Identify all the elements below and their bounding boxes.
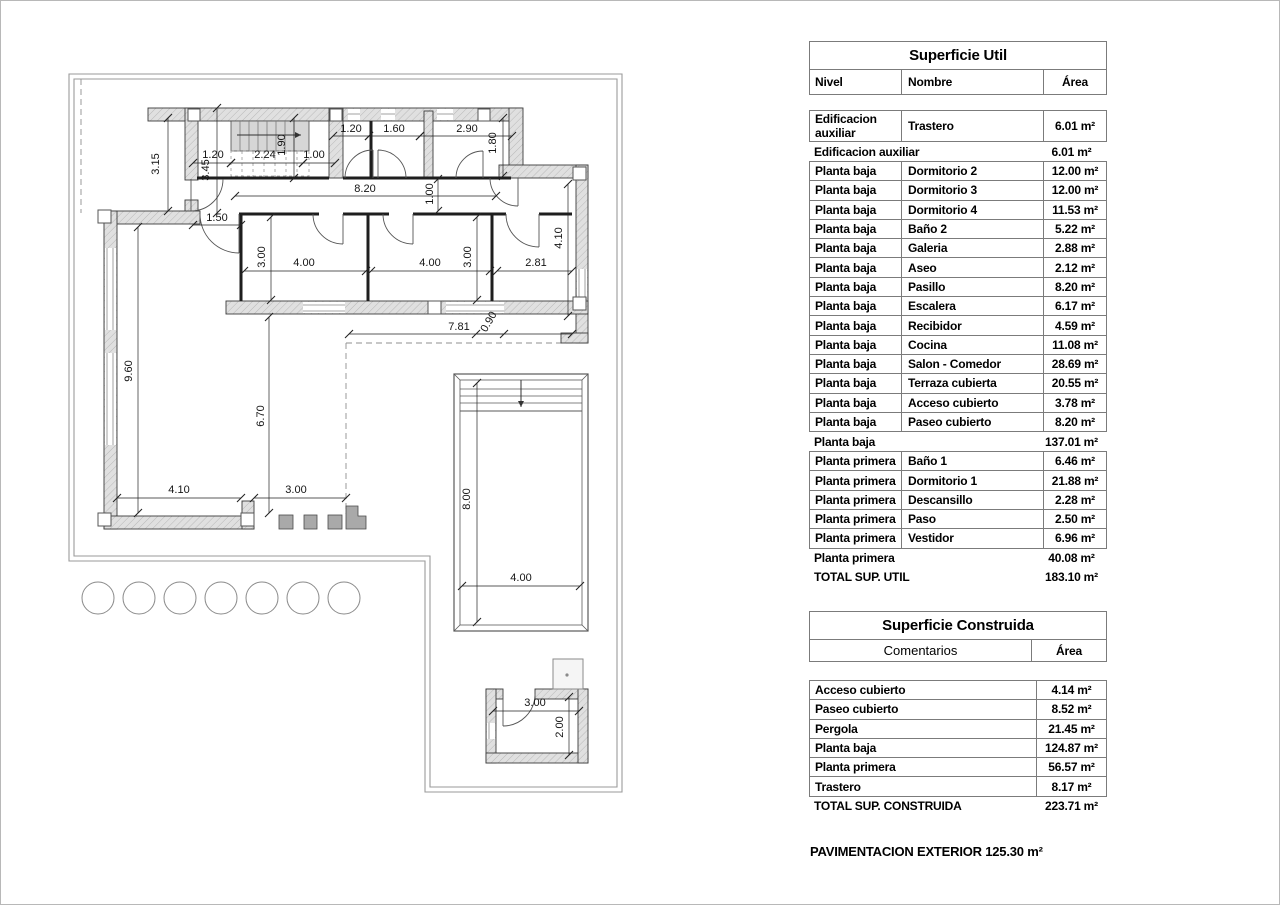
util-table-header (809, 41, 1107, 95)
cell-nivel: Planta baja (815, 241, 877, 256)
cell-area: 4.14 m² (1036, 681, 1106, 699)
cell-nivel: Planta baja (815, 222, 877, 237)
svg-text:2.81: 2.81 (525, 257, 547, 269)
dimension (462, 213, 481, 304)
dimension (554, 693, 573, 759)
subtotal-label: Edificacion auxiliar (814, 144, 920, 159)
subtotal-area: 137.01 m² (1045, 434, 1098, 449)
table-row (810, 180, 1106, 199)
svg-text:4.10: 4.10 (168, 484, 190, 496)
superficie-util-table (809, 41, 1107, 587)
cell-area: 6.96 m² (1043, 529, 1106, 547)
svg-text:0.90: 0.90 (478, 309, 500, 335)
dimension (424, 175, 442, 215)
cell-nivel: Planta baja (815, 202, 877, 217)
dimension (367, 257, 494, 275)
svg-text:8.00: 8.00 (461, 488, 473, 510)
cell-area: 5.22 m² (1043, 220, 1106, 238)
table-row (810, 296, 1106, 315)
table-row (810, 757, 1106, 776)
subtotal-label: TOTAL SUP. UTIL (814, 570, 910, 585)
cell-nombre: Recibidor (901, 316, 1043, 334)
svg-text:1.00: 1.00 (303, 149, 325, 161)
subtotal-row (809, 432, 1107, 451)
dimension (365, 123, 424, 140)
svg-text:3.00: 3.00 (462, 246, 474, 268)
cell-comentario: Trastero (815, 779, 861, 794)
cell-nivel: Planta baja (815, 395, 877, 410)
cell-nivel: Planta baja (815, 357, 877, 372)
cell-area: 12.00 m² (1043, 162, 1106, 180)
svg-text:2.90: 2.90 (456, 123, 478, 135)
subtotal-row (809, 549, 1107, 568)
svg-text:3.00: 3.00 (256, 246, 268, 268)
cell-nombre: Cocina (901, 336, 1043, 354)
cell-nombre: Baño 1 (901, 452, 1043, 470)
cell-nombre: Dormitorio 4 (901, 201, 1043, 219)
cell-area: 11.08 m² (1043, 336, 1106, 354)
svg-text:1.80: 1.80 (487, 132, 499, 154)
dimension (256, 213, 275, 304)
table-row (810, 277, 1106, 296)
svg-text:1.50: 1.50 (206, 212, 228, 224)
cell-nivel: Planta primera (815, 492, 896, 507)
cell-nivel: Planta baja (815, 337, 877, 352)
cell-nivel: Planta baja (815, 279, 877, 294)
cell-area: 3.78 m² (1043, 394, 1106, 412)
cell-nombre: Aseo (901, 258, 1043, 276)
svg-text:9.60: 9.60 (123, 360, 135, 382)
column-header-area: Área (1043, 70, 1106, 94)
cell-nombre: Vestidor (901, 529, 1043, 547)
table-row (810, 257, 1106, 276)
cell-comentario: Acceso cubierto (815, 683, 906, 698)
svg-text:1.00: 1.00 (424, 183, 436, 205)
cell-nombre: Acceso cubierto (901, 394, 1043, 412)
svg-text:3.00: 3.00 (524, 697, 546, 709)
cell-comentario: Pergola (815, 721, 858, 736)
table-row (810, 219, 1106, 238)
svg-text:6.70: 6.70 (255, 405, 267, 427)
cell-nombre: Dormitorio 2 (901, 162, 1043, 180)
table-row (810, 528, 1106, 547)
cell-area: 21.45 m² (1036, 720, 1106, 738)
table-row (810, 315, 1106, 334)
total-area: 223.71 m² (1045, 799, 1098, 814)
table-row-group (809, 161, 1107, 432)
cell-nombre: Escalera (901, 297, 1043, 315)
svg-text:4.00: 4.00 (419, 257, 441, 269)
total-row (809, 568, 1107, 587)
pavimentacion-note: PAVIMENTACION EXTERIOR 125.30 m² (810, 844, 1043, 859)
cell-nivel: Planta primera (815, 531, 896, 546)
column-header-comentarios: Comentarios (883, 643, 958, 658)
cell-area: 8.20 m² (1043, 413, 1106, 431)
table-row (810, 776, 1106, 795)
cell-nivel: Planta baja (815, 415, 877, 429)
cell-area: 20.55 m² (1043, 374, 1106, 392)
superficie-construida-table (809, 611, 1107, 816)
cell-nombre: Descansillo (901, 491, 1043, 509)
column-header-nivel: Nivel (815, 75, 843, 89)
subtotal-area: 40.08 m² (1048, 551, 1095, 566)
table-row (810, 681, 1106, 699)
svg-text:2.00: 2.00 (554, 716, 566, 738)
table-row (810, 490, 1106, 509)
subtotal-area: 183.10 m² (1045, 570, 1098, 585)
cell-nombre: Paso (901, 510, 1043, 528)
svg-text:1.60: 1.60 (383, 123, 405, 135)
cell-nivel: Planta baja (815, 164, 877, 179)
total-row (809, 797, 1107, 816)
svg-text:1.20: 1.20 (340, 123, 362, 135)
svg-text:4.10: 4.10 (553, 227, 565, 249)
svg-text:4.00: 4.00 (510, 572, 532, 584)
dimension (345, 321, 576, 338)
dimension (113, 484, 245, 502)
pergola-posts (279, 506, 366, 529)
svg-text:4.00: 4.00 (293, 257, 315, 269)
cell-comentario: Paseo cubierto (815, 702, 899, 717)
cell-nombre: Pasillo (901, 278, 1043, 296)
svg-text:8.20: 8.20 (354, 183, 376, 195)
cell-nombre: Terraza cubierta (901, 374, 1043, 392)
subtotal-label: Planta primera (814, 551, 895, 566)
total-label: TOTAL SUP. CONSTRUIDA (814, 799, 962, 814)
table-row (810, 111, 1106, 141)
cell-comentario: Planta primera (815, 760, 896, 775)
cell-area: 2.12 m² (1043, 258, 1106, 276)
cell-area: 4.59 m² (1043, 316, 1106, 334)
table-row (810, 162, 1106, 180)
cell-nombre: Dormitorio 3 (901, 181, 1043, 199)
cell-nivel: Planta baja (815, 318, 877, 333)
cell-area: 11.53 m² (1043, 201, 1106, 219)
cell-area: 8.17 m² (1036, 777, 1106, 795)
table-row (810, 373, 1106, 392)
cell-nombre: Paseo cubierto (901, 413, 1043, 431)
cell-nivel: Planta baja (815, 376, 877, 391)
cell-area: 8.20 m² (1043, 278, 1106, 296)
cell-area: 28.69 m² (1043, 355, 1106, 373)
cell-nombre: Salon - Comedor (901, 355, 1043, 373)
dimension (123, 223, 142, 517)
table-row-group (809, 110, 1107, 142)
svg-text:3.45: 3.45 (200, 159, 212, 181)
table-row (810, 200, 1106, 219)
column-header-nombre: Nombre (901, 70, 1043, 94)
subtotal-label: Planta baja (814, 434, 876, 449)
table-row (810, 719, 1106, 738)
cell-area: 2.88 m² (1043, 239, 1106, 257)
cell-area: 2.28 m² (1043, 491, 1106, 509)
table-row (810, 509, 1106, 528)
cell-area: 8.52 m² (1036, 700, 1106, 718)
dimension (255, 313, 273, 517)
table-row (810, 238, 1106, 257)
subtotal-row (809, 142, 1107, 161)
cell-nivel: Planta baja (815, 183, 877, 198)
table-row-group (809, 680, 1107, 797)
table-row (810, 699, 1106, 718)
dimension (250, 484, 350, 502)
svg-text:3.15: 3.15 (150, 153, 162, 175)
cell-area: 6.01 m² (1043, 111, 1106, 141)
cell-area: 6.46 m² (1043, 452, 1106, 470)
construida-table-title: Superficie Construida (882, 617, 1034, 634)
svg-text:2.24: 2.24 (254, 149, 276, 161)
table-row (810, 412, 1106, 431)
cell-area: 21.88 m² (1043, 471, 1106, 489)
cell-comentario: Planta baja (815, 741, 877, 756)
subtotal-area: 6.01 m² (1051, 144, 1092, 159)
cell-nivel: Planta baja (815, 260, 877, 275)
cell-area: 12.00 m² (1043, 181, 1106, 199)
table-row (810, 393, 1106, 412)
table-row (810, 470, 1106, 489)
floor-plan (1, 1, 761, 906)
table-row (810, 335, 1106, 354)
table-row (810, 738, 1106, 757)
cell-nivel: Planta primera (815, 473, 896, 488)
cell-area: 56.57 m² (1036, 758, 1106, 776)
construida-table-header (809, 611, 1107, 662)
cell-nivel: Planta primera (815, 512, 896, 527)
svg-text:7.81: 7.81 (448, 321, 470, 333)
table-row (810, 452, 1106, 470)
cell-area: 124.87 m² (1036, 739, 1106, 757)
dimension (493, 257, 576, 275)
util-table-title: Superficie Util (909, 47, 1007, 64)
svg-text:1.20: 1.20 (202, 149, 224, 161)
cell-nivel: Planta baja (815, 299, 877, 314)
cell-nombre: Dormitorio 1 (901, 471, 1043, 489)
cell-nombre: Baño 2 (901, 220, 1043, 238)
dimension (553, 180, 572, 320)
outbuilding-annex (553, 659, 583, 689)
svg-text:3.00: 3.00 (285, 484, 307, 496)
table-row-group (809, 451, 1107, 548)
svg-text:1.90: 1.90 (276, 134, 288, 156)
cell-nivel: Edificacion auxiliar (815, 112, 877, 140)
tree-circles (82, 582, 360, 614)
cell-area: 6.17 m² (1043, 297, 1106, 315)
dimension (150, 114, 172, 215)
dimension (231, 183, 500, 200)
column-header-area: Área (1031, 640, 1106, 661)
swimming-pool (454, 374, 588, 631)
cell-area: 2.50 m² (1043, 510, 1106, 528)
cell-nivel: Planta primera (815, 454, 896, 469)
cell-nombre: Trastero (901, 111, 1043, 141)
dimension (227, 149, 307, 167)
cell-nombre: Galeria (901, 239, 1043, 257)
table-row (810, 354, 1106, 373)
